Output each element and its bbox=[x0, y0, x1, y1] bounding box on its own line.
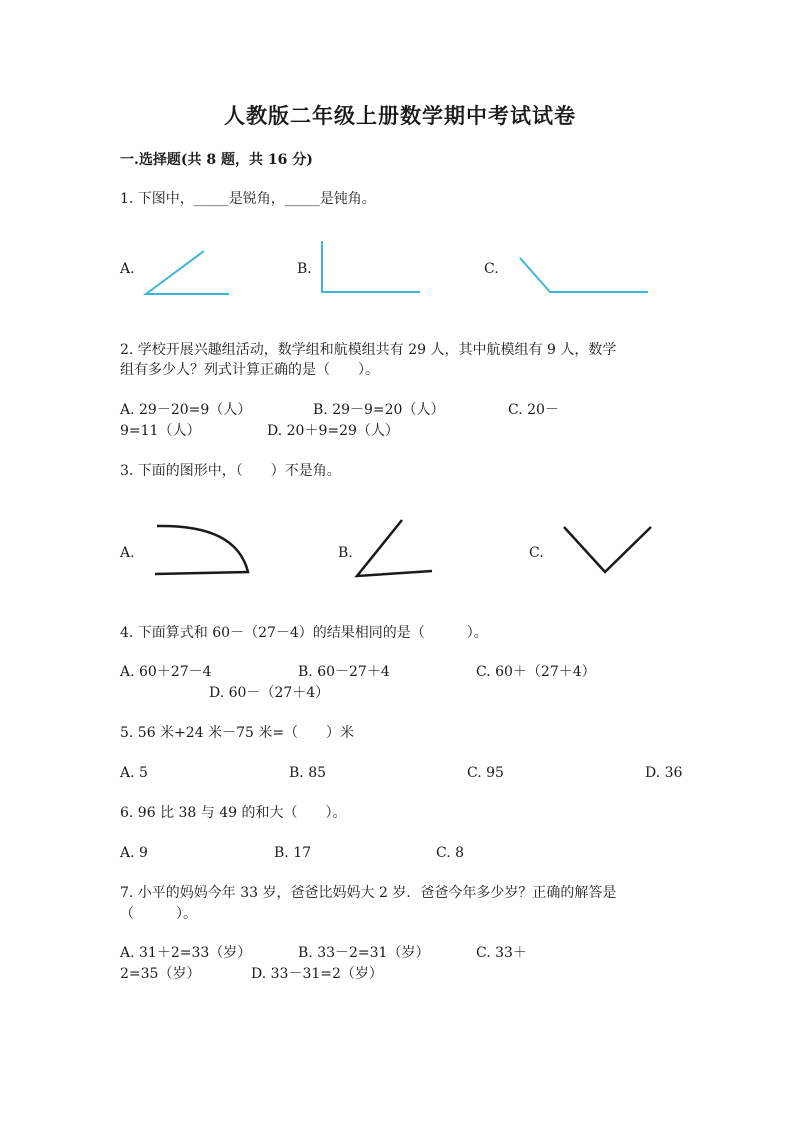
question-7-line-1: 7. 小平的妈妈今年 33 岁，爸爸比妈妈大 2 岁．爸爸今年多少岁？正确的解答是 bbox=[120, 885, 617, 901]
q7-option-a: A. 31＋2=33（岁） bbox=[120, 945, 252, 961]
q1-option-a-label: A. bbox=[120, 261, 135, 277]
q1-option-c-label: C. bbox=[484, 261, 499, 277]
q2-option-b: B. 29－9=20（人） bbox=[313, 402, 445, 418]
question-6-stem: 6. 96 比 38 与 49 的和大（ ）。 bbox=[120, 805, 347, 821]
q3-option-b-label: B. bbox=[338, 545, 353, 561]
q4-option-d: D. 60－（27＋4） bbox=[209, 685, 330, 701]
question-7-line-2: （ ）。 bbox=[120, 906, 197, 922]
q4-option-b: B. 60－27＋4 bbox=[298, 664, 390, 680]
q2-option-c-part-2: 9=11（人） bbox=[120, 423, 201, 439]
q7-option-b: B. 33－2=31（岁） bbox=[298, 945, 430, 961]
v-angle-figure bbox=[564, 527, 651, 572]
question-2-line-2: 组有多少人？列式计算正确的是（ ）。 bbox=[120, 362, 379, 378]
q6-option-a: A. 9 bbox=[120, 845, 148, 861]
q7-option-d: D. 33－31=2（岁） bbox=[251, 966, 383, 982]
q3-option-c-label: C. bbox=[529, 545, 544, 561]
q2-option-c-part-1: C. 20－ bbox=[508, 402, 559, 418]
q5-option-c: C. 95 bbox=[467, 765, 504, 781]
q2-option-d: D. 20＋9=29（人） bbox=[267, 423, 399, 439]
q6-option-b: B. 17 bbox=[274, 845, 312, 861]
q5-option-a: A. 5 bbox=[120, 765, 148, 781]
question-3-stem: 3. 下面的图形中，（ ）不是角。 bbox=[120, 463, 341, 479]
q7-option-c-part-2: 2=35（岁） bbox=[120, 966, 201, 982]
q5-option-b: B. 85 bbox=[289, 765, 327, 781]
curved-shape-figure bbox=[155, 526, 248, 574]
q4-option-a: A. 60＋27－4 bbox=[120, 664, 212, 680]
page-title: 人教版二年级上册数学期中考试试卷 bbox=[224, 103, 576, 128]
q4-option-c: C. 60＋（27＋4） bbox=[476, 664, 596, 680]
q5-option-d: D. 36 bbox=[645, 765, 683, 781]
question-4-stem: 4. 下面算式和 60－（27－4）的结果相同的是（ ）。 bbox=[120, 625, 488, 641]
q3-option-a-label: A. bbox=[120, 545, 135, 561]
question-2-line-1: 2. 学校开展兴趣组活动，数学组和航模组共有 29 人，其中航模组有 9 人，数学 bbox=[120, 342, 617, 358]
q6-option-c: C. 8 bbox=[436, 845, 465, 861]
q2-option-a: A. 29－20=9（人） bbox=[120, 402, 252, 418]
q7-option-c-part-1: C. 33＋ bbox=[476, 945, 527, 961]
question-1-stem: 1. 下图中，_____是锐角，_____是钝角。 bbox=[120, 191, 376, 207]
angle-figure bbox=[357, 520, 432, 576]
section-heading: 一.选择题(共 8 题，共 16 分) bbox=[120, 152, 313, 168]
q1-option-b-label: B. bbox=[297, 261, 312, 277]
question-5-stem: 5. 56 米+24 米－75 米=（ ）米 bbox=[120, 725, 355, 741]
